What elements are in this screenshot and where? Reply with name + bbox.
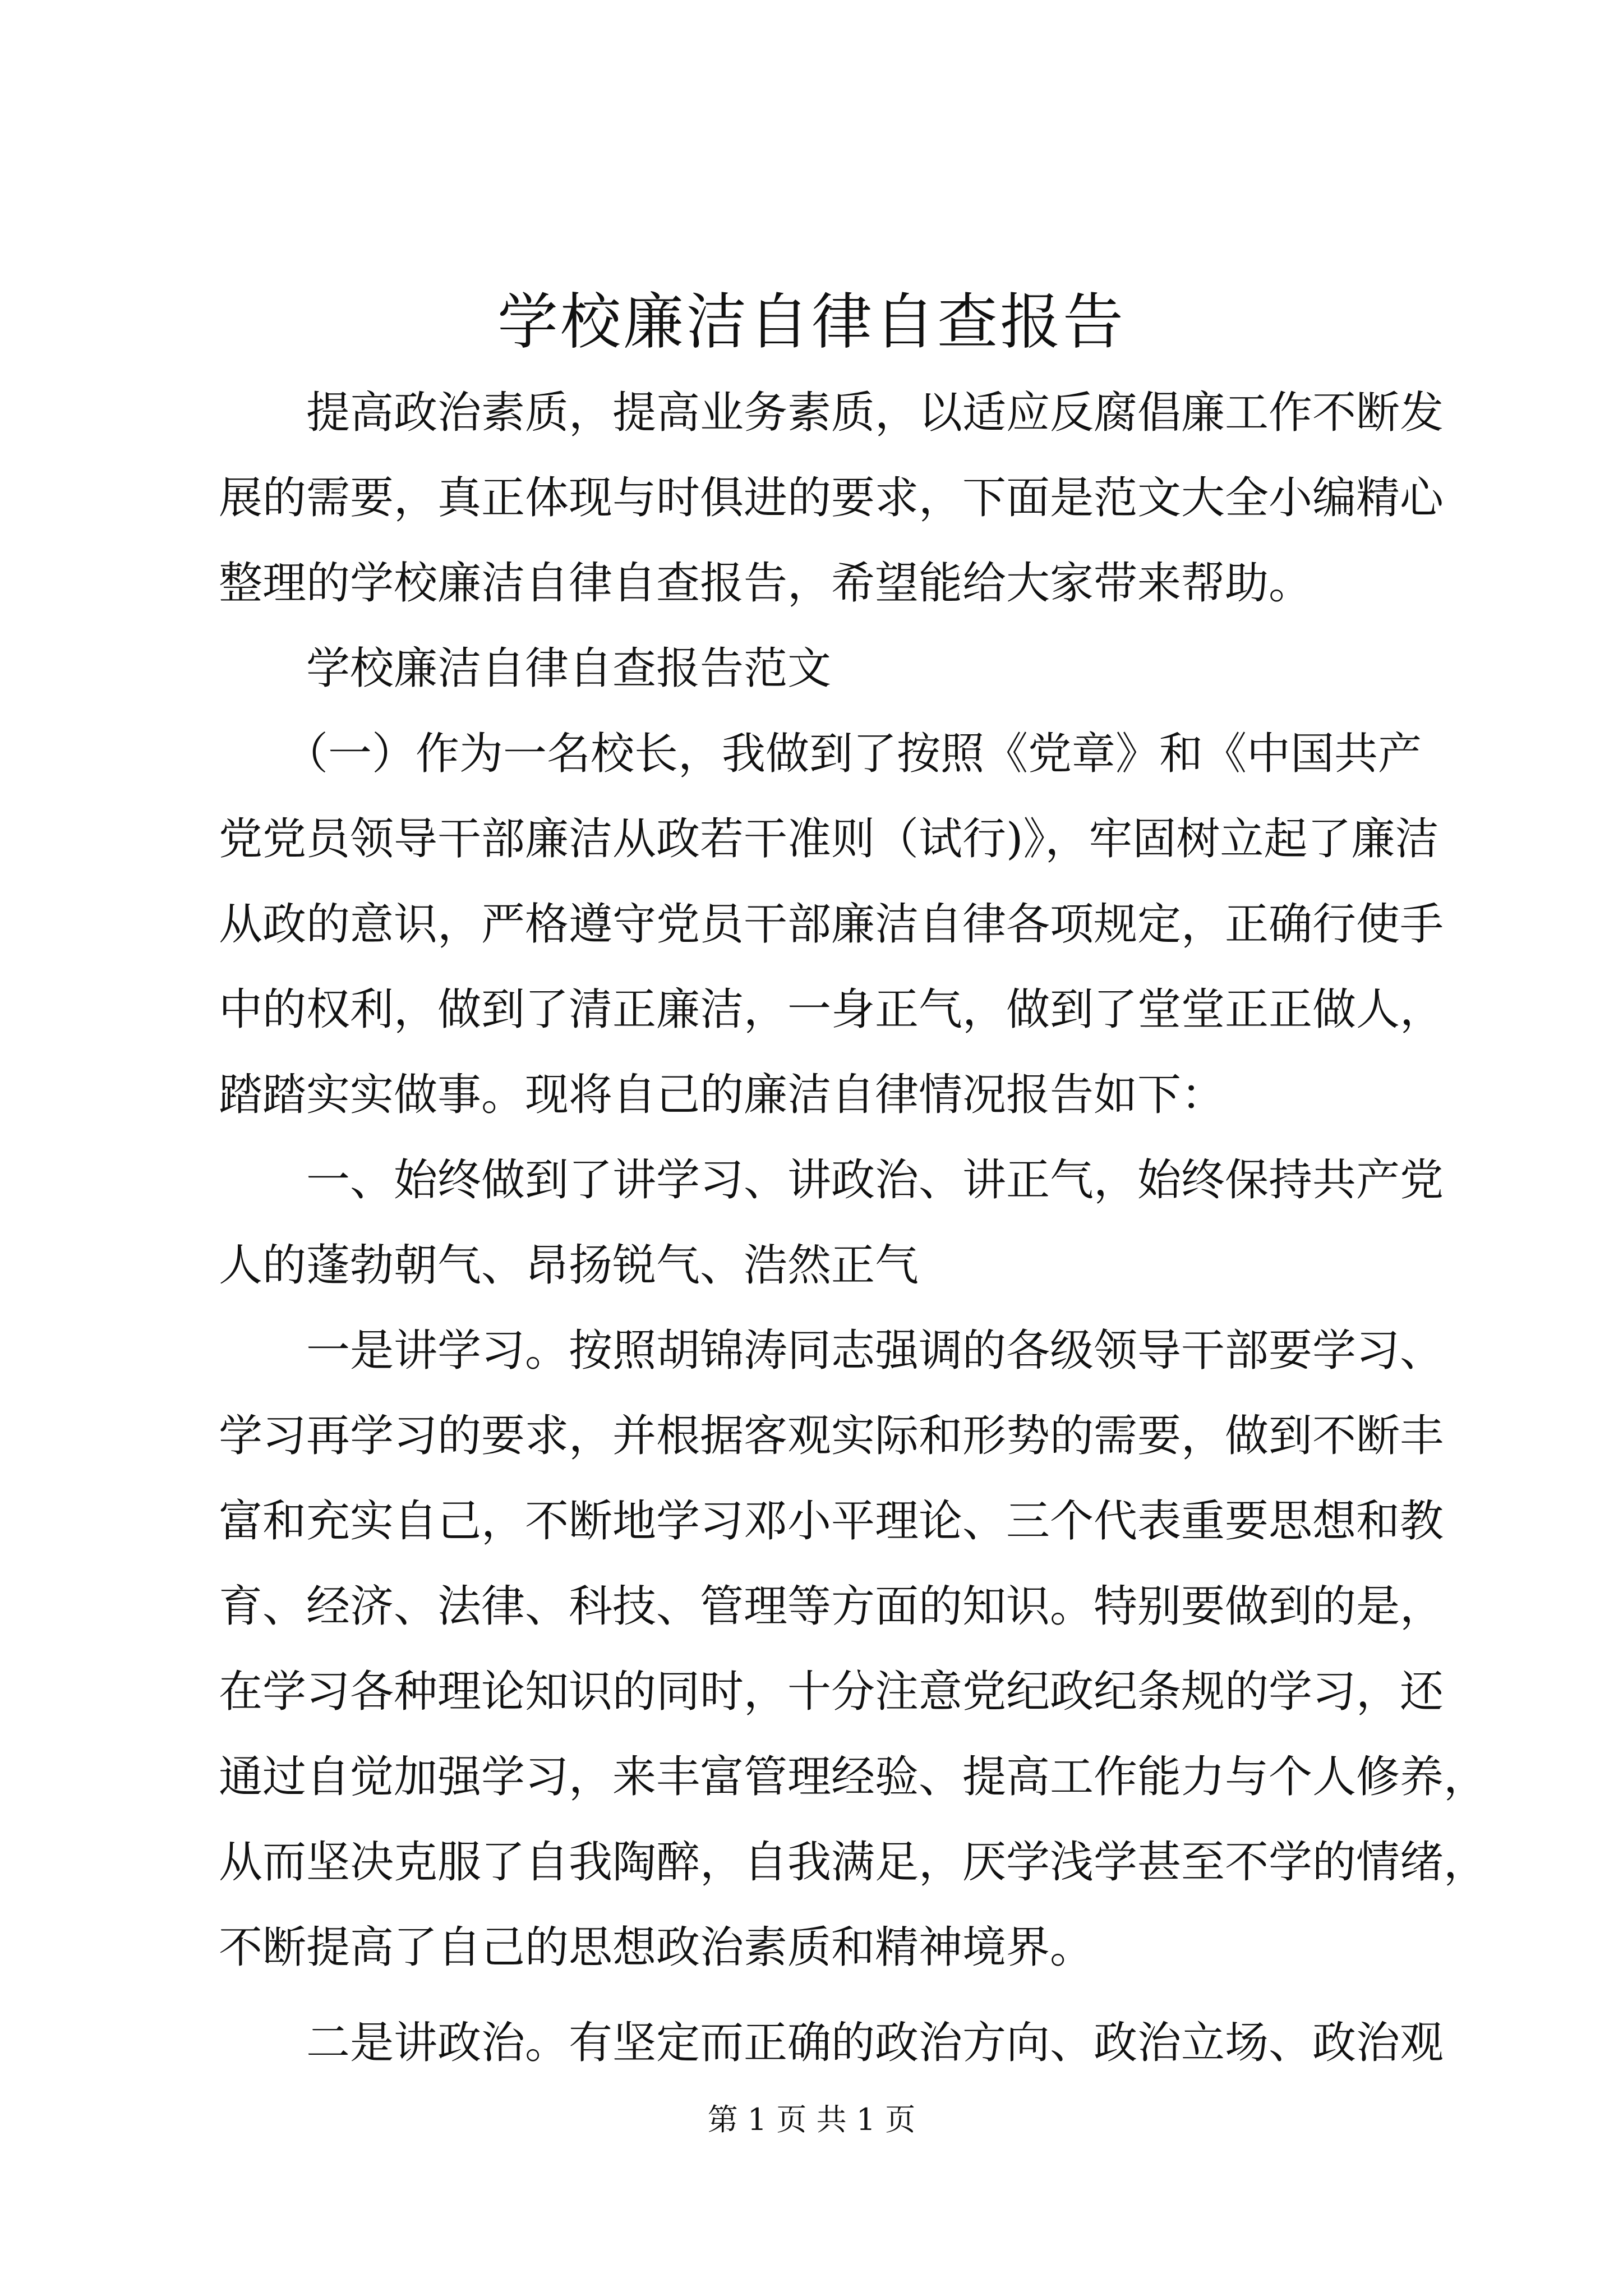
paragraph-line: 提高政治素质，提高业务素质，以适应反腐倡廉工作不断发 <box>219 388 1444 438</box>
paragraph-line: 人的蓬勃朝气、昂扬锐气、浩然正气 <box>219 1240 919 1291</box>
paragraph-line: 从而坚决克服了自我陶醉，自我满足，厌学浅学甚至不学的情绪， <box>219 1837 1488 1888</box>
document-title: 学校廉洁自律自查报告 <box>497 287 1126 357</box>
paragraph-line: 展的需要，真正体现与时俱进的要求，下面是范文大全小编精心 <box>219 473 1444 523</box>
paragraph-line: 育、经济、法律、科技、管理等方面的知识。特别要做到的是， <box>219 1581 1444 1632</box>
paragraph-line: 二是讲政治。有坚定而正确的政治方向、政治立场、政治观 <box>219 2018 1444 2068</box>
paragraph-line: 整理的学校廉洁自律自查报告，希望能给大家带来帮助。 <box>219 558 1313 609</box>
paragraph-line: 中的权利，做到了清正廉洁，一身正气，做到了堂堂正正做人， <box>219 984 1444 1035</box>
paragraph-line: 党党员领导干部廉洁从政若干准则（试行)》，牢固树立起了廉洁 <box>219 814 1439 864</box>
paragraph-line: （一）作为一名校长，我做到了按照《党章》和《中国共产 <box>219 729 1422 779</box>
paragraph-line: 一是讲学习。按照胡锦涛同志强调的各级领导干部要学习、 <box>219 1326 1444 1376</box>
paragraph-line: 不断提高了自己的思想政治素质和精神境界。 <box>219 1922 1094 1973</box>
paragraph-line: 学习再学习的要求，并根据客观实际和形势的需要，做到不断丰 <box>219 1411 1444 1461</box>
page-footer: 第 1 页 共 1 页 <box>707 2102 916 2137</box>
paragraph-line: 通过自觉加强学习，来丰富管理经验、提高工作能力与个人修养， <box>219 1752 1488 1802</box>
paragraph-line: 在学习各种理论知识的同时，十分注意党纪政纪条规的学习，还 <box>219 1667 1444 1717</box>
paragraph-line: 从政的意识，严格遵守党员干部廉洁自律各项规定，正确行使手 <box>219 899 1444 950</box>
paragraph-line: 学校廉洁自律自查报告范文 <box>219 643 832 694</box>
paragraph-line: 一、始终做到了讲学习、讲政治、讲正气，始终保持共产党 <box>219 1155 1444 1205</box>
paragraph-line: 富和充实自己，不断地学习邓小平理论、三个代表重要思想和教 <box>219 1496 1444 1547</box>
paragraph-line: 踏踏实实做事。现将自己的廉洁自律情况报告如下： <box>219 1070 1225 1120</box>
